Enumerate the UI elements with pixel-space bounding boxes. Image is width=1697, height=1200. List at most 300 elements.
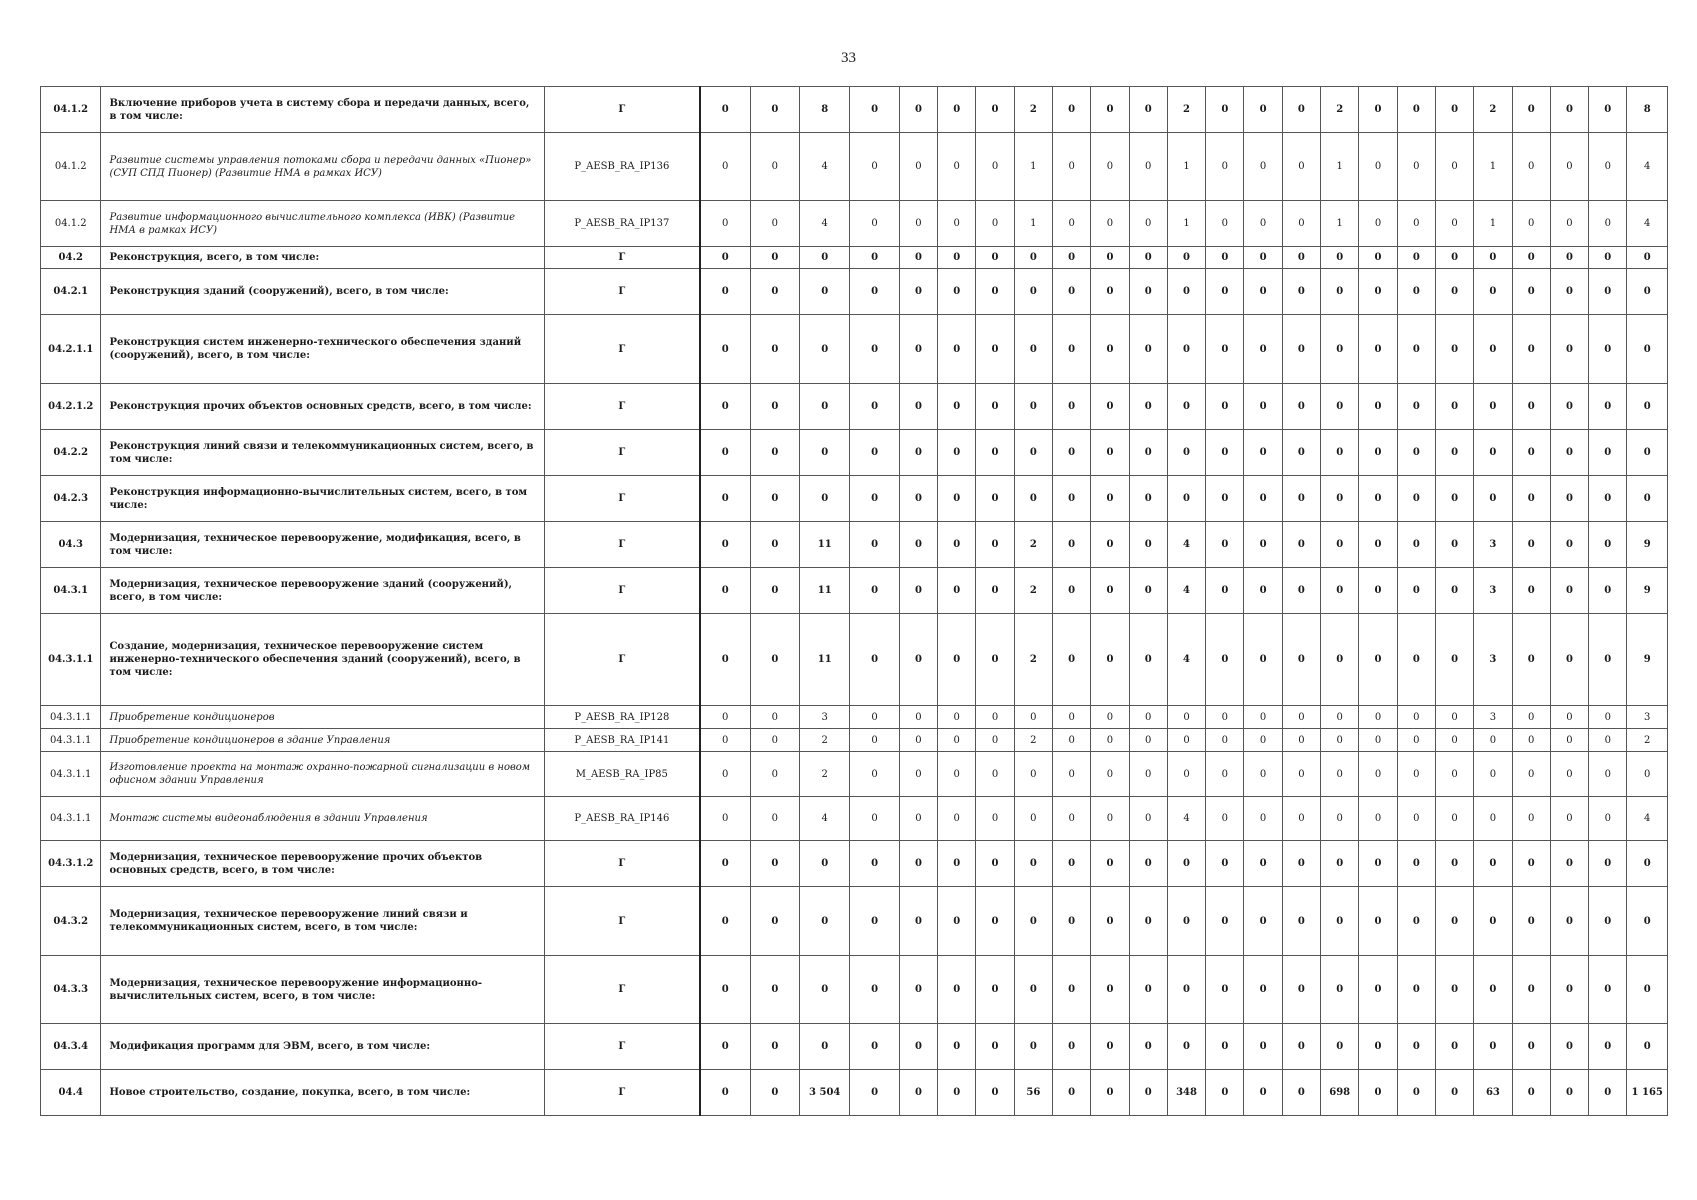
value-cell: 0 bbox=[1129, 887, 1167, 956]
value-cell: 0 bbox=[1627, 841, 1668, 887]
value-cell: 0 bbox=[899, 706, 937, 729]
value-cell: 0 bbox=[1244, 315, 1282, 384]
value-cell: 0 bbox=[1550, 797, 1588, 841]
value-cell: 3 504 bbox=[800, 1070, 850, 1116]
value-cell: 0 bbox=[1091, 247, 1129, 269]
value-cell: 0 bbox=[1244, 568, 1282, 614]
value-cell: 0 bbox=[1474, 1024, 1512, 1070]
value-cell: 0 bbox=[1589, 247, 1627, 269]
value-cell: 0 bbox=[1129, 133, 1167, 201]
value-cell: 0 bbox=[1627, 269, 1668, 315]
value-cell: 0 bbox=[1321, 247, 1359, 269]
table-row bbox=[41, 522, 1668, 568]
value-cell: 0 bbox=[1129, 1070, 1167, 1116]
value-cell: 0 bbox=[1359, 568, 1397, 614]
value-cell: 0 bbox=[850, 133, 899, 201]
value-cell: 0 bbox=[1167, 384, 1205, 430]
value-cell: 3 bbox=[1474, 568, 1512, 614]
value-cell: 0 bbox=[1589, 201, 1627, 247]
value-cell: 0 bbox=[1244, 522, 1282, 568]
value-cell: 0 bbox=[976, 752, 1014, 797]
value-cell: 0 bbox=[1550, 1070, 1588, 1116]
value-cell: 0 bbox=[976, 430, 1014, 476]
row-number: 04.3.1.1 bbox=[41, 729, 101, 752]
value-cell: 0 bbox=[1550, 247, 1588, 269]
value-cell: 0 bbox=[1321, 384, 1359, 430]
row-title: Изготовление проекта на монтаж охранно-пожарной сигнализации в новом офисном здании Управления bbox=[101, 752, 545, 797]
value-cell: 0 bbox=[1014, 384, 1052, 430]
value-cell: 0 bbox=[850, 522, 899, 568]
value-cell: 0 bbox=[1512, 752, 1550, 797]
value-cell: 0 bbox=[1435, 315, 1473, 384]
value-cell: 1 bbox=[1321, 201, 1359, 247]
value-cell: 0 bbox=[700, 706, 750, 729]
value-cell: 0 bbox=[750, 568, 799, 614]
value-cell: 0 bbox=[1282, 841, 1320, 887]
value-cell: 0 bbox=[1435, 797, 1473, 841]
value-cell: 0 bbox=[1435, 476, 1473, 522]
value-cell: 0 bbox=[1129, 87, 1167, 133]
row-number: 04.2.3 bbox=[41, 476, 101, 522]
value-cell: 1 bbox=[1167, 201, 1205, 247]
value-cell: 0 bbox=[1091, 706, 1129, 729]
row-title: Реконструкция зданий (сооружений), всего, в том числе: bbox=[101, 269, 545, 315]
value-cell: 0 bbox=[1627, 752, 1668, 797]
value-cell: 0 bbox=[850, 87, 899, 133]
value-cell: 0 bbox=[976, 269, 1014, 315]
table-row bbox=[41, 706, 1668, 729]
value-cell: 0 bbox=[1435, 247, 1473, 269]
value-cell: 0 bbox=[1512, 841, 1550, 887]
table-row bbox=[41, 729, 1668, 752]
value-cell: 0 bbox=[899, 729, 937, 752]
value-cell: 0 bbox=[1435, 1024, 1473, 1070]
row-title: Приобретение кондиционеров bbox=[101, 706, 545, 729]
value-cell: 0 bbox=[1167, 269, 1205, 315]
value-cell: 0 bbox=[1167, 752, 1205, 797]
value-cell: 0 bbox=[1589, 614, 1627, 706]
value-cell: 0 bbox=[1244, 797, 1282, 841]
value-cell: 0 bbox=[1282, 797, 1320, 841]
value-cell: 0 bbox=[899, 797, 937, 841]
table-row bbox=[41, 430, 1668, 476]
value-cell: 0 bbox=[1321, 956, 1359, 1024]
value-cell: 0 bbox=[1435, 133, 1473, 201]
value-cell: 0 bbox=[899, 430, 937, 476]
value-cell: 0 bbox=[1512, 133, 1550, 201]
row-number: 04.3.4 bbox=[41, 1024, 101, 1070]
value-cell: 0 bbox=[1359, 706, 1397, 729]
value-cell: 0 bbox=[938, 956, 976, 1024]
value-cell: 0 bbox=[1512, 614, 1550, 706]
value-cell: 698 bbox=[1321, 1070, 1359, 1116]
value-cell: 0 bbox=[1321, 797, 1359, 841]
value-cell: 0 bbox=[1244, 384, 1282, 430]
value-cell: 0 bbox=[1435, 706, 1473, 729]
value-cell: 0 bbox=[1014, 887, 1052, 956]
value-cell: 0 bbox=[938, 614, 976, 706]
row-number: 04.2.1.2 bbox=[41, 384, 101, 430]
value-cell: 0 bbox=[899, 887, 937, 956]
value-cell: 0 bbox=[1397, 614, 1435, 706]
value-cell: 0 bbox=[938, 384, 976, 430]
value-cell: 0 bbox=[1091, 887, 1129, 956]
value-cell: 0 bbox=[1359, 752, 1397, 797]
value-cell: 0 bbox=[1512, 315, 1550, 384]
value-cell: 0 bbox=[1014, 752, 1052, 797]
value-cell: 1 bbox=[1014, 133, 1052, 201]
row-title: Реконструкция, всего, в том числе: bbox=[101, 247, 545, 269]
value-cell: 2 bbox=[1014, 522, 1052, 568]
value-cell: 11 bbox=[800, 522, 850, 568]
value-cell: 0 bbox=[976, 87, 1014, 133]
value-cell: 0 bbox=[1550, 430, 1588, 476]
value-cell: 0 bbox=[1321, 706, 1359, 729]
value-cell: 0 bbox=[938, 568, 976, 614]
value-cell: 0 bbox=[1282, 1024, 1320, 1070]
value-cell: 0 bbox=[850, 315, 899, 384]
value-cell: 0 bbox=[700, 797, 750, 841]
value-cell: 0 bbox=[1206, 706, 1244, 729]
value-cell: 3 bbox=[800, 706, 850, 729]
value-cell: 0 bbox=[1321, 269, 1359, 315]
value-cell: 1 bbox=[1321, 133, 1359, 201]
row-number: 04.3.1 bbox=[41, 568, 101, 614]
value-cell: 0 bbox=[1435, 729, 1473, 752]
table-row bbox=[41, 87, 1668, 133]
project-code: Г bbox=[545, 1070, 700, 1116]
value-cell: 0 bbox=[1206, 1024, 1244, 1070]
value-cell: 0 bbox=[750, 87, 799, 133]
value-cell: 0 bbox=[1129, 201, 1167, 247]
value-cell: 0 bbox=[1244, 956, 1282, 1024]
row-title: Реконструкция систем инженерно-технического обеспечения зданий (сооружений), всего, в том числе: bbox=[101, 315, 545, 384]
value-cell: 0 bbox=[700, 201, 750, 247]
value-cell: 4 bbox=[1627, 133, 1668, 201]
value-cell: 0 bbox=[1206, 247, 1244, 269]
value-cell: 0 bbox=[1474, 956, 1512, 1024]
value-cell: 0 bbox=[1206, 133, 1244, 201]
value-cell: 0 bbox=[1321, 841, 1359, 887]
value-cell: 0 bbox=[1282, 729, 1320, 752]
value-cell: 0 bbox=[1052, 430, 1090, 476]
value-cell: 0 bbox=[1091, 1070, 1129, 1116]
value-cell: 0 bbox=[1206, 201, 1244, 247]
value-cell: 0 bbox=[938, 522, 976, 568]
value-cell: 0 bbox=[800, 887, 850, 956]
value-cell: 0 bbox=[800, 1024, 850, 1070]
project-code: Г bbox=[545, 522, 700, 568]
value-cell: 0 bbox=[1512, 729, 1550, 752]
value-cell: 0 bbox=[1244, 841, 1282, 887]
value-cell: 0 bbox=[750, 384, 799, 430]
value-cell: 0 bbox=[850, 706, 899, 729]
value-cell: 0 bbox=[1014, 269, 1052, 315]
value-cell: 0 bbox=[1359, 797, 1397, 841]
value-cell: 0 bbox=[976, 133, 1014, 201]
table-row bbox=[41, 797, 1668, 841]
value-cell: 9 bbox=[1627, 614, 1668, 706]
value-cell: 0 bbox=[1282, 430, 1320, 476]
value-cell: 0 bbox=[1550, 568, 1588, 614]
value-cell: 4 bbox=[800, 133, 850, 201]
table-row bbox=[41, 568, 1668, 614]
value-cell: 0 bbox=[938, 729, 976, 752]
value-cell: 0 bbox=[1397, 384, 1435, 430]
value-cell: 0 bbox=[850, 430, 899, 476]
value-cell: 0 bbox=[1512, 269, 1550, 315]
value-cell: 0 bbox=[1206, 614, 1244, 706]
value-cell: 0 bbox=[1550, 706, 1588, 729]
value-cell: 0 bbox=[1397, 841, 1435, 887]
table-row bbox=[41, 315, 1668, 384]
value-cell: 0 bbox=[1282, 956, 1320, 1024]
value-cell: 0 bbox=[1129, 522, 1167, 568]
value-cell: 0 bbox=[700, 133, 750, 201]
value-cell: 0 bbox=[899, 315, 937, 384]
value-cell: 0 bbox=[1589, 269, 1627, 315]
value-cell: 0 bbox=[1129, 956, 1167, 1024]
value-cell: 0 bbox=[1091, 614, 1129, 706]
value-cell: 4 bbox=[800, 797, 850, 841]
value-cell: 0 bbox=[1206, 476, 1244, 522]
value-cell: 3 bbox=[1474, 522, 1512, 568]
value-cell: 0 bbox=[1589, 133, 1627, 201]
value-cell: 0 bbox=[1052, 87, 1090, 133]
value-cell: 0 bbox=[938, 269, 976, 315]
project-code: P_AESB_RA_IP128 bbox=[545, 706, 700, 729]
value-cell: 0 bbox=[1550, 201, 1588, 247]
value-cell: 0 bbox=[1359, 315, 1397, 384]
value-cell: 0 bbox=[700, 887, 750, 956]
value-cell: 0 bbox=[700, 841, 750, 887]
value-cell: 0 bbox=[1589, 1070, 1627, 1116]
value-cell: 0 bbox=[850, 614, 899, 706]
value-cell: 0 bbox=[976, 201, 1014, 247]
value-cell: 0 bbox=[1167, 956, 1205, 1024]
value-cell: 9 bbox=[1627, 568, 1668, 614]
value-cell: 1 bbox=[1167, 133, 1205, 201]
value-cell: 0 bbox=[1167, 430, 1205, 476]
value-cell: 0 bbox=[1512, 887, 1550, 956]
value-cell: 0 bbox=[700, 269, 750, 315]
value-cell: 0 bbox=[976, 706, 1014, 729]
value-cell: 0 bbox=[1435, 614, 1473, 706]
value-cell: 0 bbox=[1052, 269, 1090, 315]
value-cell: 0 bbox=[800, 841, 850, 887]
value-cell: 0 bbox=[938, 1070, 976, 1116]
value-cell: 0 bbox=[1167, 841, 1205, 887]
project-code: P_AESB_RA_IP136 bbox=[545, 133, 700, 201]
value-cell: 0 bbox=[1359, 247, 1397, 269]
value-cell: 0 bbox=[750, 956, 799, 1024]
value-cell: 2 bbox=[800, 752, 850, 797]
value-cell: 0 bbox=[1014, 956, 1052, 1024]
value-cell: 0 bbox=[938, 797, 976, 841]
value-cell: 0 bbox=[1474, 752, 1512, 797]
value-cell: 0 bbox=[1550, 729, 1588, 752]
value-cell: 63 bbox=[1474, 1070, 1512, 1116]
value-cell: 0 bbox=[1512, 956, 1550, 1024]
value-cell: 0 bbox=[1589, 956, 1627, 1024]
value-cell: 0 bbox=[938, 430, 976, 476]
table-row bbox=[41, 1024, 1668, 1070]
project-code: Г bbox=[545, 315, 700, 384]
row-title: Монтаж системы видеонаблюдения в здании Управления bbox=[101, 797, 545, 841]
value-cell: 0 bbox=[1550, 614, 1588, 706]
value-cell: 0 bbox=[1474, 729, 1512, 752]
project-code: Г bbox=[545, 1024, 700, 1070]
value-cell: 0 bbox=[1589, 1024, 1627, 1070]
value-cell: 0 bbox=[700, 752, 750, 797]
value-cell: 0 bbox=[1052, 614, 1090, 706]
value-cell: 0 bbox=[1397, 315, 1435, 384]
value-cell: 0 bbox=[1435, 269, 1473, 315]
row-title: Новое строительство, создание, покупка, всего, в том числе: bbox=[101, 1070, 545, 1116]
value-cell: 0 bbox=[800, 384, 850, 430]
value-cell: 0 bbox=[1014, 706, 1052, 729]
value-cell: 0 bbox=[1282, 384, 1320, 430]
row-number: 04.3.1.1 bbox=[41, 614, 101, 706]
row-number: 04.4 bbox=[41, 1070, 101, 1116]
value-cell: 0 bbox=[1397, 1024, 1435, 1070]
value-cell: 0 bbox=[800, 247, 850, 269]
value-cell: 0 bbox=[850, 476, 899, 522]
value-cell: 0 bbox=[1167, 315, 1205, 384]
value-cell: 0 bbox=[1282, 201, 1320, 247]
value-cell: 0 bbox=[1091, 201, 1129, 247]
value-cell: 0 bbox=[1167, 1024, 1205, 1070]
value-cell: 0 bbox=[1589, 384, 1627, 430]
value-cell: 0 bbox=[750, 430, 799, 476]
value-cell: 0 bbox=[850, 201, 899, 247]
value-cell: 0 bbox=[899, 614, 937, 706]
value-cell: 0 bbox=[899, 384, 937, 430]
value-cell: 0 bbox=[1129, 797, 1167, 841]
row-number: 04.3.1.1 bbox=[41, 706, 101, 729]
value-cell: 0 bbox=[1206, 568, 1244, 614]
project-code: P_AESB_RA_IP137 bbox=[545, 201, 700, 247]
value-cell: 0 bbox=[1512, 476, 1550, 522]
value-cell: 0 bbox=[1435, 752, 1473, 797]
value-cell: 0 bbox=[1435, 430, 1473, 476]
value-cell: 0 bbox=[1244, 729, 1282, 752]
value-cell: 0 bbox=[1397, 568, 1435, 614]
value-cell: 0 bbox=[1359, 384, 1397, 430]
value-cell: 4 bbox=[1167, 614, 1205, 706]
value-cell: 0 bbox=[938, 315, 976, 384]
value-cell: 0 bbox=[1397, 1070, 1435, 1116]
project-code: M_AESB_RA_IP85 bbox=[545, 752, 700, 797]
table-row bbox=[41, 133, 1668, 201]
value-cell: 0 bbox=[750, 133, 799, 201]
value-cell: 0 bbox=[1129, 269, 1167, 315]
value-cell: 0 bbox=[1474, 269, 1512, 315]
value-cell: 0 bbox=[700, 1070, 750, 1116]
value-cell: 0 bbox=[1589, 476, 1627, 522]
value-cell: 0 bbox=[1550, 133, 1588, 201]
value-cell: 0 bbox=[976, 247, 1014, 269]
value-cell: 0 bbox=[1627, 956, 1668, 1024]
value-cell: 0 bbox=[1282, 269, 1320, 315]
value-cell: 0 bbox=[899, 568, 937, 614]
value-cell: 0 bbox=[1244, 87, 1282, 133]
row-title: Развитие системы управления потоками сбора и передачи данных «Пионер» (СУП СПД Пионер) (Развитие НМА в рамках ИСУ) bbox=[101, 133, 545, 201]
value-cell: 0 bbox=[1282, 1070, 1320, 1116]
value-cell: 0 bbox=[899, 1070, 937, 1116]
value-cell: 0 bbox=[1244, 430, 1282, 476]
value-cell: 0 bbox=[1091, 384, 1129, 430]
value-cell: 0 bbox=[938, 201, 976, 247]
row-title: Модернизация, техническое перевооружение прочих объектов основных средств, всего, в том числе: bbox=[101, 841, 545, 887]
value-cell: 0 bbox=[1550, 1024, 1588, 1070]
value-cell: 0 bbox=[1589, 568, 1627, 614]
value-cell: 0 bbox=[700, 1024, 750, 1070]
value-cell: 0 bbox=[1167, 729, 1205, 752]
table-row bbox=[41, 956, 1668, 1024]
value-cell: 0 bbox=[750, 729, 799, 752]
value-cell: 0 bbox=[750, 201, 799, 247]
row-number: 04.3.1.1 bbox=[41, 752, 101, 797]
value-cell: 0 bbox=[1397, 887, 1435, 956]
value-cell: 11 bbox=[800, 614, 850, 706]
row-title: Развитие информационного вычислительного комплекса (ИВК) (Развитие НМА в рамках ИСУ) bbox=[101, 201, 545, 247]
value-cell: 0 bbox=[1129, 614, 1167, 706]
value-cell: 3 bbox=[1474, 706, 1512, 729]
value-cell: 0 bbox=[1129, 384, 1167, 430]
value-cell: 0 bbox=[976, 1024, 1014, 1070]
value-cell: 0 bbox=[1321, 752, 1359, 797]
row-title: Модификация программ для ЭВМ, всего, в том числе: bbox=[101, 1024, 545, 1070]
value-cell: 0 bbox=[850, 384, 899, 430]
value-cell: 4 bbox=[800, 201, 850, 247]
value-cell: 0 bbox=[1397, 752, 1435, 797]
row-number: 04.3.3 bbox=[41, 956, 101, 1024]
value-cell: 348 bbox=[1167, 1070, 1205, 1116]
value-cell: 0 bbox=[800, 430, 850, 476]
project-code: Г bbox=[545, 956, 700, 1024]
value-cell: 0 bbox=[1397, 706, 1435, 729]
value-cell: 0 bbox=[1282, 752, 1320, 797]
value-cell: 0 bbox=[1167, 247, 1205, 269]
value-cell: 0 bbox=[1206, 87, 1244, 133]
value-cell: 0 bbox=[1512, 1070, 1550, 1116]
value-cell: 0 bbox=[1052, 133, 1090, 201]
value-cell: 0 bbox=[1167, 476, 1205, 522]
value-cell: 0 bbox=[938, 752, 976, 797]
row-title: Модернизация, техническое перевооружение, модификация, всего, в том числе: bbox=[101, 522, 545, 568]
project-code: P_AESB_RA_IP146 bbox=[545, 797, 700, 841]
row-title: Реконструкция линий связи и телекоммуникационных систем, всего, в том числе: bbox=[101, 430, 545, 476]
value-cell: 0 bbox=[1052, 1024, 1090, 1070]
value-cell: 4 bbox=[1167, 568, 1205, 614]
value-cell: 0 bbox=[1052, 315, 1090, 384]
table-row bbox=[41, 476, 1668, 522]
value-cell: 0 bbox=[1397, 522, 1435, 568]
value-cell: 2 bbox=[1014, 614, 1052, 706]
project-code: Г bbox=[545, 269, 700, 315]
value-cell: 0 bbox=[1512, 247, 1550, 269]
value-cell: 0 bbox=[1321, 476, 1359, 522]
value-cell: 0 bbox=[1474, 247, 1512, 269]
project-code: Г bbox=[545, 476, 700, 522]
row-number: 04.3.1.1 bbox=[41, 797, 101, 841]
value-cell: 0 bbox=[1627, 430, 1668, 476]
row-number: 04.3.1.2 bbox=[41, 841, 101, 887]
investment-table bbox=[40, 86, 1668, 1116]
value-cell: 0 bbox=[899, 201, 937, 247]
value-cell: 0 bbox=[750, 247, 799, 269]
